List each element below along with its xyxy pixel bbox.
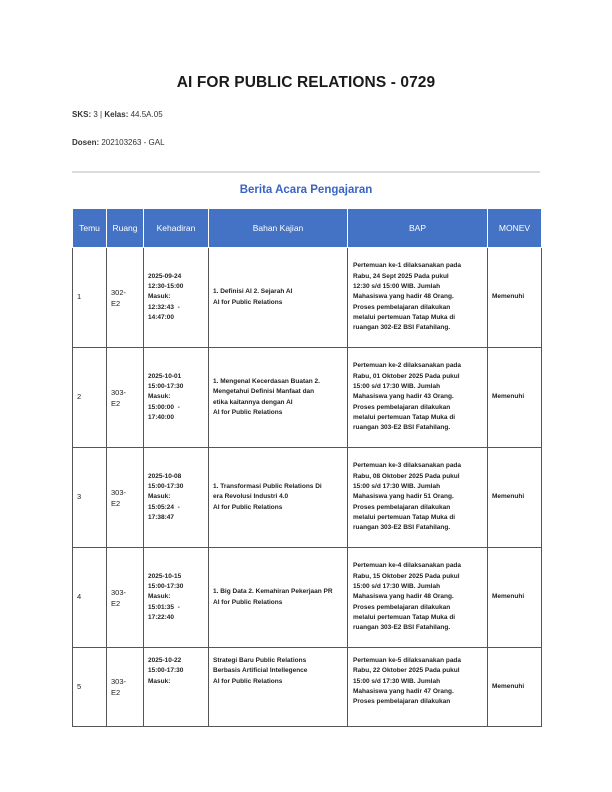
cell-ruang: [107, 648, 144, 727]
sks-label: SKS:: [72, 110, 92, 119]
cell-bap: [348, 248, 488, 348]
bap-line: melalui pertemuan Tatap Muka di: [353, 513, 456, 521]
bahan-line: 1. Transformasi Public Relations Di: [213, 483, 322, 491]
bap-line: Proses pembelajaran dilakukan: [353, 603, 451, 611]
dosen-value: 202103263 - GAL: [101, 138, 165, 147]
bap-line: Rabu, 15 Oktober 2025 Pada pukul: [353, 572, 460, 580]
bahan-line: AI for Public Relations: [213, 598, 283, 606]
bap-line: Pertemuan ke-3 dilaksanakan pada: [353, 462, 462, 470]
kelas-value: 44.5A.05: [130, 110, 163, 119]
cell-ruang: [107, 248, 144, 348]
cell-temu: 1: [73, 248, 107, 348]
kehadiran-line: 15:00-17:30: [148, 583, 184, 591]
header-bahan-kajian: Bahan Kajian: [209, 209, 348, 248]
ruang-line: E2: [111, 598, 121, 608]
bap-line: Rabu, 01 Oktober 2025 Pada pukul: [353, 372, 460, 380]
kehadiran-line: 2025-10-08: [148, 472, 182, 480]
bahan-line: 1. Mengenal Kecerdasan Buatan 2.: [213, 377, 320, 385]
bahan-line: era Revolusi Industri 4.0: [213, 493, 289, 501]
cell-bap: [348, 348, 488, 448]
bahan-line: 1. Big Data 2. Kemahiran Pekerjaan PR: [213, 588, 333, 596]
bap-line: Proses pembelajaran dilakukan: [353, 303, 451, 311]
bap-line: ruangan 302-E2 BSI Fatahilang.: [353, 324, 451, 332]
bahan-line: 1. Definisi AI 2. Sejarah AI: [213, 288, 293, 296]
bap-line: Rabu, 22 Oktober 2025 Pada pukul: [353, 667, 460, 675]
kehadiran-line: Masuk:: [148, 493, 171, 501]
bap-line: Proses pembelajaran dilakukan: [353, 403, 451, 411]
bap-line: Pertemuan ke-1 dilaksanakan pada: [353, 262, 462, 270]
bap-line: Proses pembelajaran dilakukan: [353, 698, 451, 706]
kehadiran-line: 2025-09-24: [148, 272, 182, 280]
cell-ruang: [107, 548, 144, 648]
ruang-line: 303-: [111, 587, 127, 597]
cell-temu: 3: [73, 448, 107, 548]
teaching-report-table: [72, 208, 542, 727]
kehadiran-line: Masuk:: [148, 293, 171, 301]
bap-line: Mahasiswa yang hadir 51 Orang.: [353, 493, 454, 501]
cell-monev: Memenuhi: [488, 248, 542, 348]
cell-bap: [348, 448, 488, 548]
bap-line: melalui pertemuan Tatap Muka di: [353, 413, 456, 421]
header-ruang: Ruang: [107, 209, 144, 248]
ruang-line: 303-: [111, 677, 127, 686]
ruang-line: E2: [111, 398, 121, 408]
lecturer-meta: [72, 138, 165, 147]
bahan-line: AI for Public Relations: [213, 298, 283, 306]
sks-value: 3: [93, 110, 98, 119]
table-row: [73, 348, 542, 448]
bap-line: Pertemuan ke-2 dilaksanakan pada: [353, 362, 462, 370]
cell-bap: [348, 648, 488, 727]
kehadiran-line: 15:01:35 -: [148, 603, 180, 611]
cell-monev: Memenuhi: [488, 648, 542, 727]
cell-ruang: [107, 448, 144, 548]
kehadiran-line: Masuk:: [148, 593, 171, 601]
bahan-line: etika kaitannya dengan AI: [213, 398, 293, 406]
cell-kehadiran: [144, 348, 209, 448]
table-row: [73, 548, 542, 648]
cell-bahan: [209, 548, 348, 648]
bap-line: Mahasiswa yang hadir 48 Orang.: [353, 593, 454, 601]
bap-line: Mahasiswa yang hadir 47 Orang.: [353, 687, 454, 695]
bap-line: ruangan 303-E2 BSI Fatahilang.: [353, 524, 451, 532]
bap-line: Mahasiswa yang hadir 43 Orang.: [353, 393, 454, 401]
bap-line: 12:30 s/d 15:00 WIB. Jumlah: [353, 283, 441, 291]
bap-line: Pertemuan ke-5 dilaksanakan pada: [353, 657, 462, 664]
meta-separator: |: [100, 110, 103, 119]
bap-line: 15:00 s/d 17:30 WIB. Jumlah: [353, 583, 441, 591]
cell-bahan: [209, 248, 348, 348]
kehadiran-line: 12:32:43 -: [148, 303, 180, 311]
bap-line: Mahasiswa yang hadir 48 Orang.: [353, 293, 454, 301]
kehadiran-line: 15:00:00 -: [148, 403, 180, 411]
ruang-line: E2: [111, 298, 121, 308]
bahan-line: Strategi Baru Public Relations: [213, 657, 307, 664]
kehadiran-line: 15:00-17:30: [148, 667, 184, 675]
table-row: [73, 248, 542, 348]
cell-monev: Memenuhi: [488, 548, 542, 648]
bahan-line: AI for Public Relations: [213, 503, 283, 511]
cell-temu: 2: [73, 348, 107, 448]
bap-line: Rabu, 08 Oktober 2025 Pada pukul: [353, 472, 460, 480]
kehadiran-line: 12:30-15:00: [148, 283, 184, 291]
table-body: [73, 248, 542, 727]
cell-kehadiran: [144, 448, 209, 548]
header-kehadiran: Kehadiran: [144, 209, 209, 248]
header-monev: MONEV: [488, 209, 542, 248]
cell-bahan: [209, 448, 348, 548]
kehadiran-line: 17:22:40: [148, 613, 175, 621]
table-row: [73, 448, 542, 548]
cell-kehadiran: [144, 548, 209, 648]
cell-monev: Memenuhi: [488, 348, 542, 448]
header-bap: BAP: [348, 209, 488, 248]
kehadiran-line: Masuk:: [148, 677, 171, 685]
cell-temu: 4: [73, 548, 107, 648]
ruang-line: E2: [111, 498, 121, 508]
bap-line: ruangan 303-E2 BSI Fatahilang.: [353, 624, 451, 632]
bahan-line: Mengetahui Definisi Manfaat dan: [213, 388, 315, 396]
divider: [72, 171, 540, 173]
kehadiran-line: 17:38:47: [148, 513, 175, 521]
bap-line: ruangan 303-E2 BSI Fatahilang.: [353, 424, 451, 432]
ruang-line: 303-: [111, 487, 127, 497]
section-title: Berita Acara Pengajaran: [239, 184, 373, 196]
cell-monev: Memenuhi: [488, 448, 542, 548]
bahan-line: AI for Public Relations: [213, 408, 283, 416]
bap-line: Rabu, 24 Sept 2025 Pada pukul: [353, 272, 449, 280]
kehadiran-line: 15:00-17:30: [148, 483, 184, 491]
cell-kehadiran: [144, 248, 209, 348]
bap-line: Proses pembelajaran dilakukan: [353, 503, 451, 511]
ruang-line: E2: [111, 688, 121, 697]
kelas-label: Kelas:: [104, 110, 129, 119]
bap-line: 15:00 s/d 17:30 WIB. Jumlah: [353, 383, 441, 391]
page-title: AI FOR PUBLIC RELATIONS - 0729: [176, 74, 436, 91]
table-header-row: [73, 209, 542, 248]
kehadiran-line: 15:00-17:30: [148, 383, 184, 391]
cell-bap: [348, 548, 488, 648]
kehadiran-line: 14:47:00: [148, 313, 175, 321]
kehadiran-line: 2025-10-01: [148, 372, 182, 380]
cell-temu: 5: [73, 648, 107, 727]
bahan-line: AI for Public Relations: [213, 677, 283, 685]
cell-kehadiran: [144, 648, 209, 727]
bap-line: 15:00 s/d 17:30 WIB. Jumlah: [353, 677, 441, 685]
table-row: [73, 648, 542, 727]
ruang-line: 303-: [111, 387, 127, 397]
kehadiran-line: 15:05:24 -: [148, 503, 180, 511]
cell-bahan: [209, 348, 348, 448]
header-temu: Temu: [73, 209, 107, 248]
cell-bahan: [209, 648, 348, 727]
cell-ruang: [107, 348, 144, 448]
ruang-line: 302-: [111, 287, 127, 297]
kehadiran-line: 2025-10-15: [148, 572, 182, 580]
kehadiran-line: 17:40:00: [148, 413, 175, 421]
bap-line: melalui pertemuan Tatap Muka di: [353, 613, 456, 621]
dosen-label: Dosen:: [72, 138, 100, 147]
bap-line: Pertemuan ke-4 dilaksanakan pada: [353, 562, 462, 570]
bap-line: melalui pertemuan Tatap Muka di: [353, 313, 456, 321]
course-meta: [72, 110, 163, 119]
kehadiran-line: 2025-10-22: [148, 657, 182, 664]
bap-line: 15:00 s/d 17:30 WIB. Jumlah: [353, 483, 441, 491]
bahan-line: Berbasis Artificial Intellegence: [213, 667, 308, 675]
kehadiran-line: Masuk:: [148, 393, 171, 401]
